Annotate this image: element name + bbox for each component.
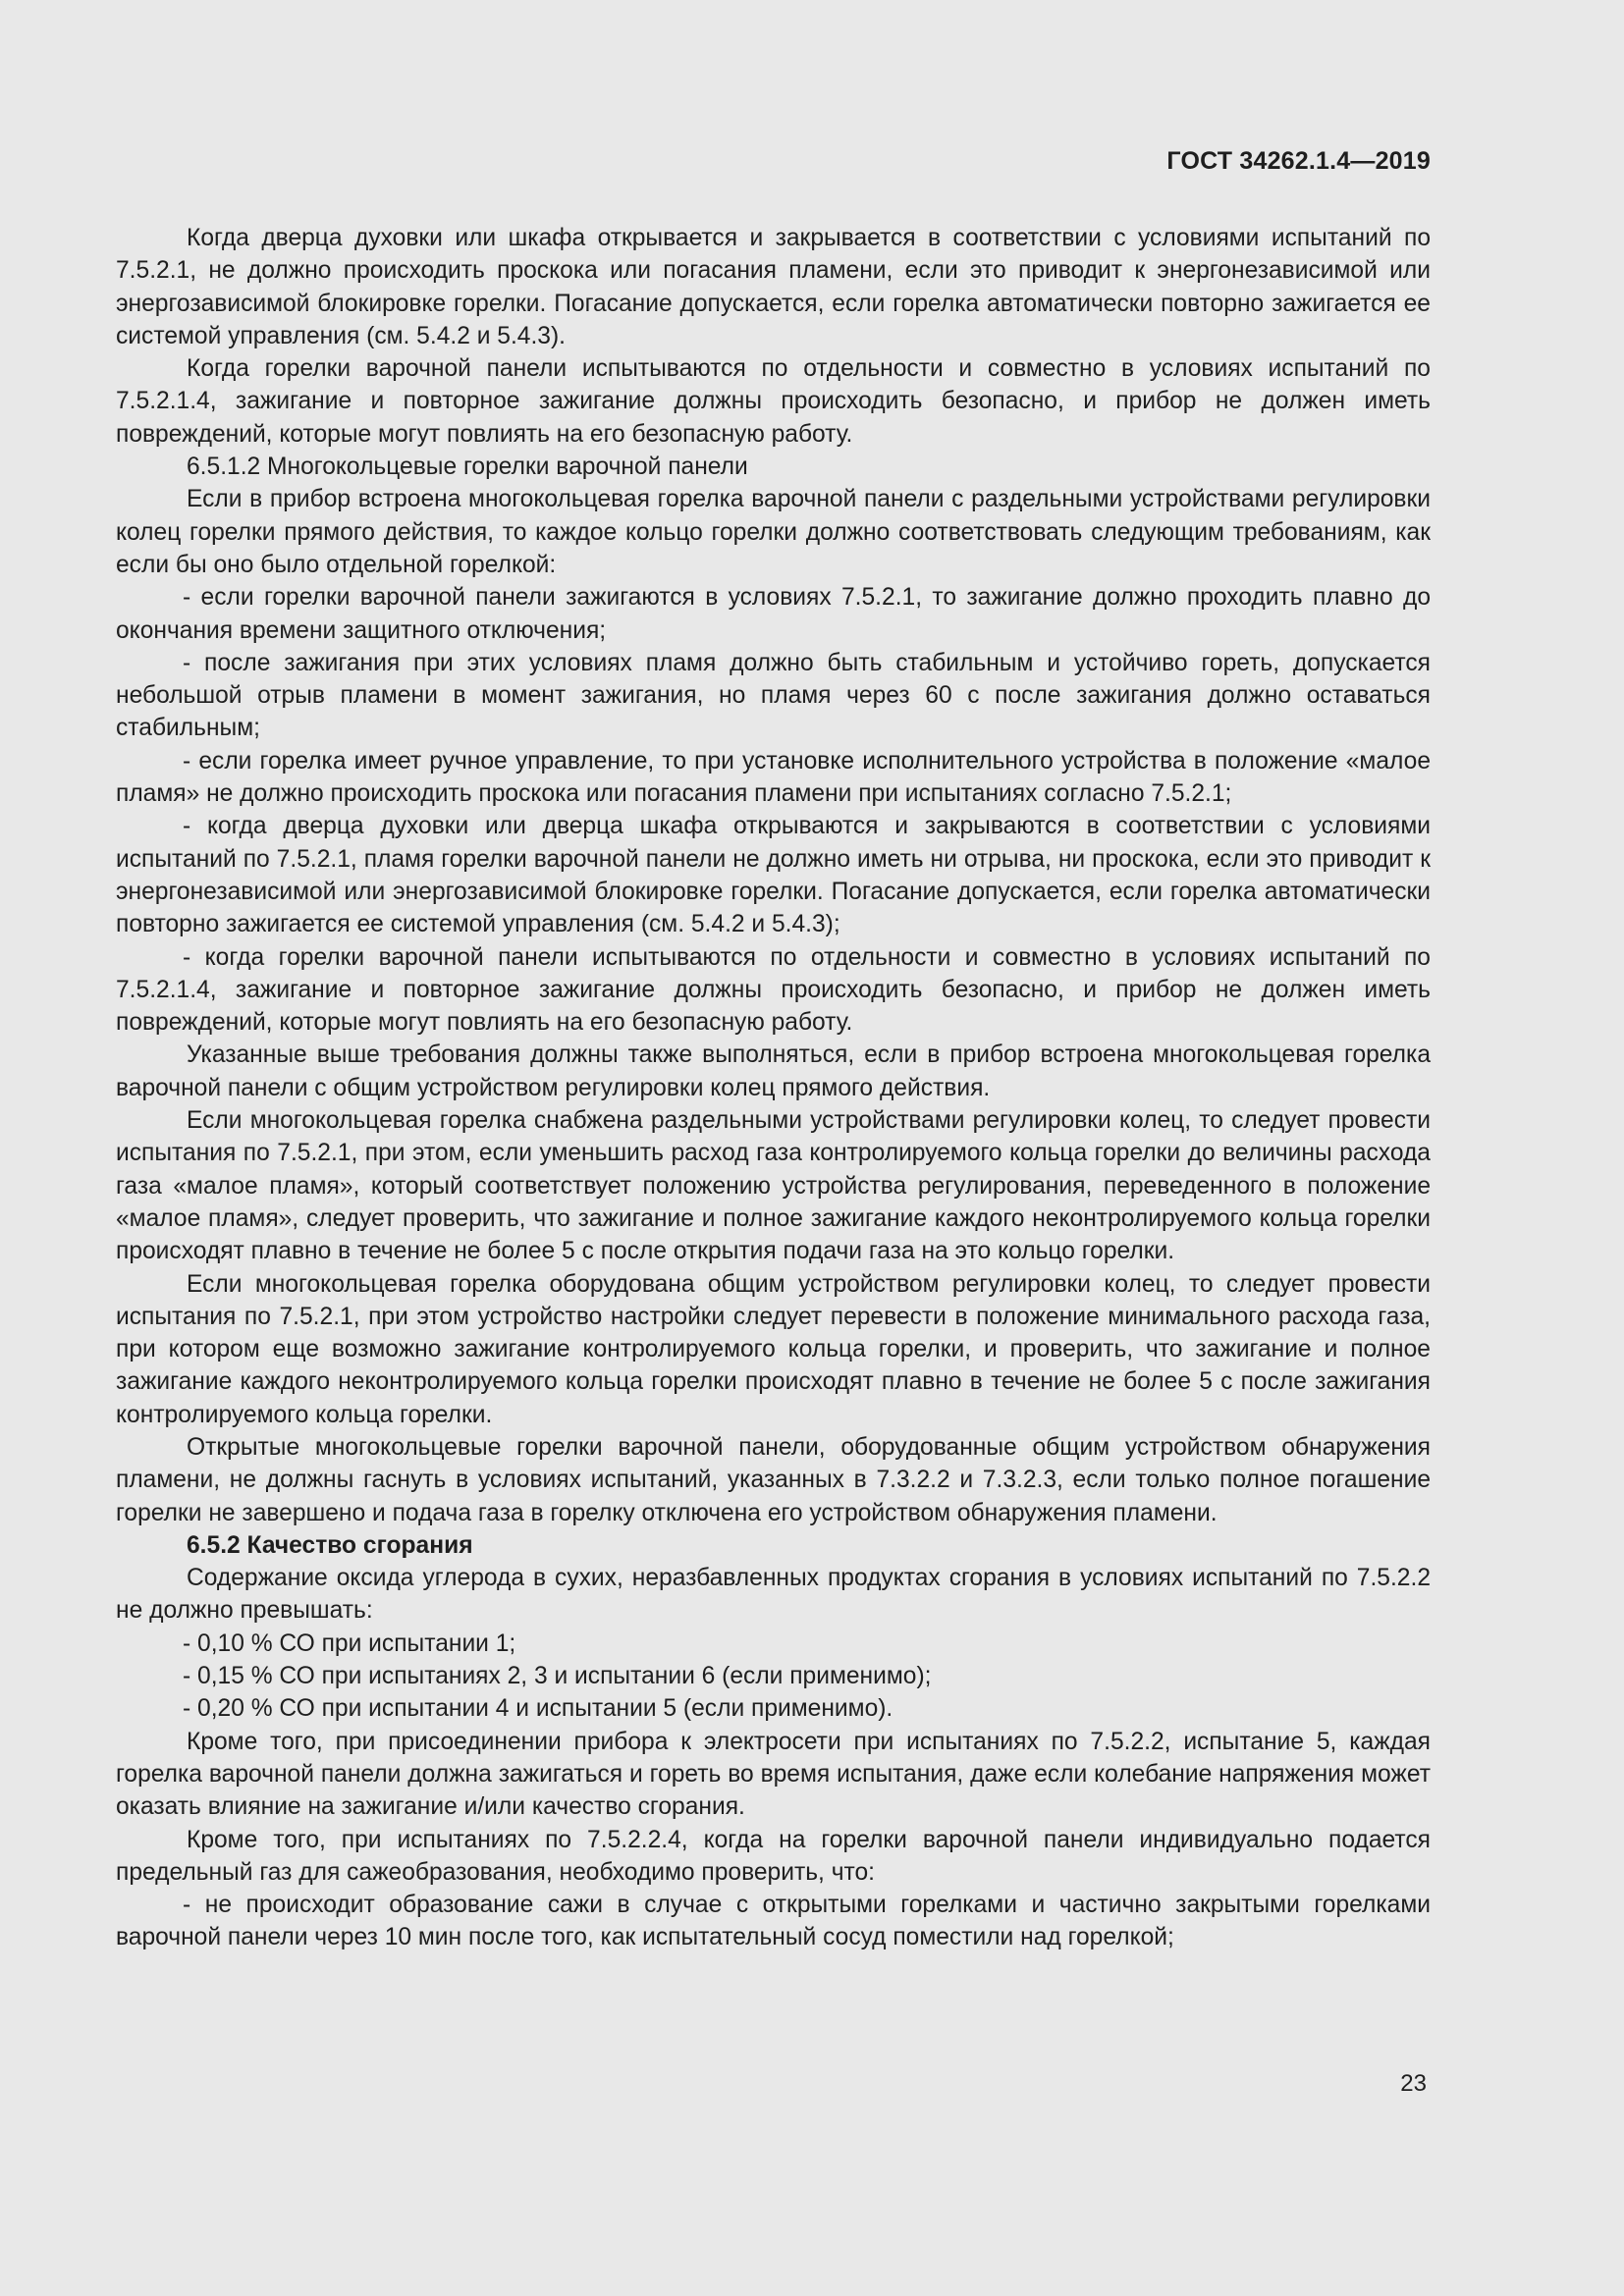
- paragraph: Кроме того, при присоединении прибора к электросети при испытаниях по 7.5.2.2, испытание 5, каждая горелка варочной панели должна зажигаться и гореть во время испытания, даже если колебание напряжения может оказать влияние на зажигание и/или качество сгорания.: [116, 1728, 1431, 1821]
- list-item: - если горелка имеет ручное управление, то при установке исполнительного устройства в положение «малое пламя» не должно происходить проскока или погасания пламени при испытаниях согласно 7.5.2.1;: [116, 747, 1431, 808]
- document-body: [116, 222, 1431, 1954]
- section-heading: 6.5.1.2 Многокольцевые горелки варочной панели: [187, 454, 748, 481]
- paragraph: Если многокольцевая горелка оборудована общим устройством регулировки колец, то следует провести испытания по 7.5.2.1, при этом устройство настройки следует перевести в положение минимального расхода газа, при котором еще возможно зажигание контролируемого кольца горелки, и проверить, что зажигание и полное зажигание каждого неконтролируемого кольца горелки происходят плавно в течение не более 5 с после зажигания контролируемого кольца горелки.: [116, 1270, 1431, 1428]
- paragraph: Открытые многокольцевые горелки варочной панели, оборудованные общим устройством обнаружения пламени, не должны гаснуть в условиях испытаний, указанных в 7.3.2.2 и 7.3.2.3, если только полное погашение горелки не завершено и подача газа в горелку отключена его устройством обнаружения пламени.: [116, 1433, 1431, 1526]
- list-item: - 0,15 % СО при испытаниях 2, 3 и испытании 6 (если применимо);: [183, 1663, 932, 1690]
- list-item: - не происходит образование сажи в случае с открытыми горелками и частично закрытыми горелками варочной панели через 10 мин после того, как испытательный сосуд поместили над горелкой;: [116, 1892, 1431, 1951]
- paragraph: Кроме того, при испытаниях по 7.5.2.2.4, когда на горелки варочной панели индивидуально подается предельный газ для сажеобразования, необходимо проверить, что:: [116, 1826, 1431, 1886]
- standard-code-header: ГОСТ 34262.1.4—2019: [1166, 147, 1431, 175]
- list-item: - после зажигания при этих условиях пламя должно быть стабильным и устойчиво гореть, допускается небольшой отрыв пламени в момент зажигания, но пламя через 60 с после зажигания должно оставаться стабильным;: [116, 649, 1431, 742]
- section-heading: 6.5.2 Качество сгорания: [187, 1531, 473, 1559]
- list-item: - когда горелки варочной панели испытываются по отдельности и совместно в условиях испытаний по 7.5.2.1.4, зажигание и повторное зажигание должны происходить безопасно, и прибор не должен иметь повреждений, которые могут повлиять на его безопасную работу.: [116, 943, 1431, 1037]
- paragraph: Когда горелки варочной панели испытываются по отдельности и совместно в условиях испытаний по 7.5.2.1.4, зажигание и повторное зажигание должны происходить безопасно, и прибор не должен иметь повреждений, которые могут повлиять на его безопасную работу.: [116, 355, 1431, 448]
- list-item: - 0,20 % СО при испытании 4 и испытании 5 (если применимо).: [183, 1695, 893, 1723]
- list-item: - когда дверца духовки или дверца шкафа открываются и закрываются в соответствии с условиями испытаний по 7.5.2.1, пламя горелки варочной панели не должно иметь ни отрыва, ни проскока, если это приводит к энергонезависимой или энергозависимой блокировке горелки. Погасание допускается, если горелка автоматически повторно зажигается ее системой управления (см. 5.4.2 и 5.4.3);: [116, 813, 1431, 938]
- paragraph: Содержание оксида углерода в сухих, неразбавленных продуктах сгорания в условиях испытаний по 7.5.2.2 не должно превышать:: [116, 1565, 1431, 1625]
- page-number: 23: [1400, 2070, 1427, 2097]
- paragraph: Когда дверца духовки или шкафа открывается и закрывается в соответствии с условиями испытаний по 7.5.2.1, не должно происходить проскока или погасания пламени, если это приводит к энергонезависимой или энергозависимой блокировке горелки. Погасание допускается, если горелка автоматически повторно зажигается ее системой управления (см. 5.4.2 и 5.4.3).: [116, 225, 1431, 349]
- list-item: - 0,10 % СО при испытании 1;: [183, 1629, 516, 1657]
- paragraph: Если многокольцевая горелка снабжена раздельными устройствами регулировки колец, то следует провести испытания по 7.5.2.1, при этом, если уменьшить расход газа контролируемого кольца горелки до величины расхода газа «малое пламя», который соответствует положению устройства регулирования, переведенного в положение «малое пламя», следует проверить, что зажигание и полное зажигание каждого неконтролируемого кольца горелки происходят плавно в течение не более 5 с после открытия подачи газа на это кольцо горелки.: [116, 1107, 1431, 1265]
- list-item: - если горелки варочной панели зажигаются в условиях 7.5.2.1, то зажигание должно проходить плавно до окончания времени защитного отключения;: [116, 584, 1431, 644]
- paragraph: Если в прибор встроена многокольцевая горелка варочной панели с раздельными устройствами регулировки колец горелки прямого действия, то каждое кольцо горелки должно соответствовать следующим требованиям, как если бы оно было отдельной горелкой:: [116, 486, 1431, 578]
- paragraph: Указанные выше требования должны также выполняться, если в прибор встроена многокольцевая горелка варочной панели с общим устройством регулировки колец прямого действия.: [116, 1041, 1431, 1101]
